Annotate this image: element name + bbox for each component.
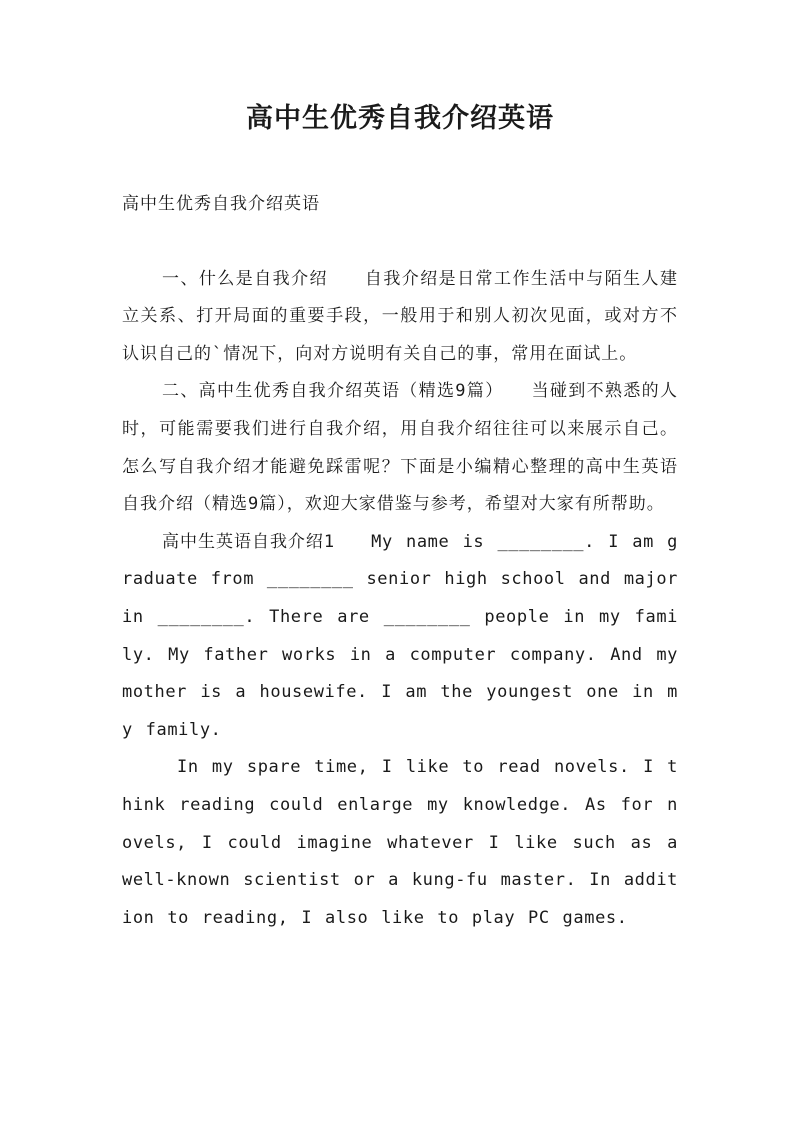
document-subtitle: 高中生优秀自我介绍英语 — [122, 194, 320, 214]
paragraph-what-is-self-introduction: 一、什么是自我介绍 自我介绍是日常工作生活中与陌生人建立关系、打开局面的重要手段，一般用于和别人初次见面，或对方不认识自己的`情况下，向对方说明有关自己的事，常用在面试上。 — [122, 268, 678, 364]
paragraph-hobbies: In my spare time, I like to read novels. I think reading could enlarge my knowledge. As for novels, I could imagine whatever I like such as a well-known scientist or a kung-fu master. In addition to reading, I also like to play PC games. — [122, 757, 678, 928]
document-title: 高中生优秀自我介绍英语 — [246, 103, 554, 134]
paragraph-overview: 二、高中生优秀自我介绍英语（精选9篇） 当碰到不熟悉的人时，可能需要我们进行自我介绍，用自我介绍往往可以来展示自己。怎么写自我介绍才能避免踩雷呢？下面是小编精心整理的高中生英语自我介绍（精选9篇），欢迎大家借鉴与参考，希望对大家有所帮助。 — [122, 381, 678, 515]
paragraph-introduction-1: 高中生英语自我介绍1 My name is ________. I am graduate from ________ senior high school and major in ________. There are ________ people in my family. My father works in a computer company. And my mother is a housewife. I am the youngest one in my family. — [122, 531, 678, 740]
document-body — [122, 186, 678, 937]
